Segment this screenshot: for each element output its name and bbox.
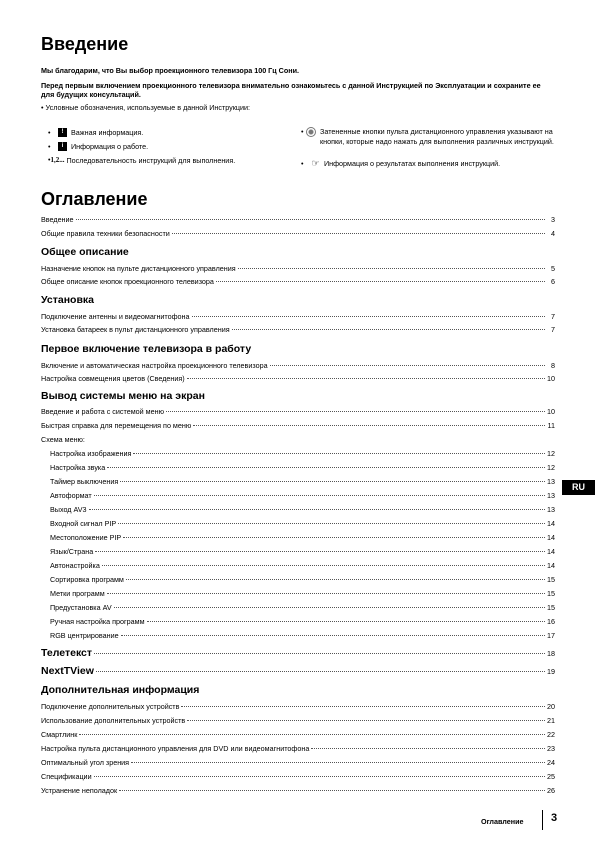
legend-item-sequence: •1,2... Последовательность инструкций для выполнения. (48, 156, 236, 165)
toc-entry[interactable]: Смартлинк 22 (41, 730, 555, 739)
legend-item-buttons: • Затененные кнопки пульта дистанционного управления указывают на кнопки, которые надо нажать для выполнения различных инструкций. (301, 127, 554, 146)
info-icon: i (58, 142, 67, 151)
toc-subentry[interactable]: Метки программ 15 (50, 589, 555, 598)
toc-entry-teletext[interactable]: Телетекст 18 (41, 647, 555, 659)
footer-label: Оглавление (481, 817, 524, 826)
toc-subentry[interactable]: Ручная настройка программ 16 (50, 617, 555, 626)
section-heading: Общее описание (41, 246, 129, 258)
toc-entry[interactable]: Назначение кнопок на пульте дистанционного управления 5 (41, 264, 555, 273)
legend-item-important: • ! Важная информация. (48, 128, 144, 137)
toc-subentry[interactable]: Автонастройка 14 (50, 561, 555, 570)
toc-subentry[interactable]: Автоформат 13 (50, 491, 555, 500)
section-heading: Дополнительная информация (41, 684, 200, 696)
intro-thanks: Мы благодарим, что Вы выбор проекционного телевизора 100 Гц Сони. (41, 66, 300, 75)
toc-title: Оглавление (41, 189, 148, 209)
toc-entry-nexttview[interactable]: NextTView 19 (41, 665, 555, 677)
language-tab: RU (562, 480, 595, 495)
toc-subentry[interactable]: Выход AV3 13 (50, 505, 555, 514)
toc-entry[interactable]: Введение и работа с системой меню 10 (41, 407, 555, 416)
legend-item-info: • i Информация о работе. (48, 142, 149, 151)
toc-subentry[interactable]: Настройка звука 12 (50, 463, 555, 472)
warning-icon: ! (58, 128, 67, 137)
toc-entry[interactable]: Устранение неполадок 26 (41, 786, 555, 795)
toc-entry[interactable]: Настройка совмещения цветов (Сведения) 10 (41, 374, 555, 383)
toc-entry[interactable]: Включение и автоматическая настройка проекционного телевизора 8 (41, 361, 555, 370)
section-heading: Первое включение телевизора в работу (41, 343, 252, 355)
toc-entry[interactable]: Оптимальный угол зрения 24 (41, 758, 555, 767)
toc-entry[interactable]: Подключение дополнительных устройств 20 (41, 702, 555, 711)
toc-entry[interactable]: Общее описание кнопок проекционного телевизора 6 (41, 277, 555, 286)
toc-entry[interactable]: Настройка пульта дистанционного управления для DVD или видеомагнитофона 23 (41, 744, 555, 753)
toc-entry[interactable]: Введение 3 (41, 215, 555, 224)
page-number: 3 (551, 812, 558, 824)
toc-subentry[interactable]: Язык/Страна 14 (50, 547, 555, 556)
toc-subentry[interactable]: Входной сигнал PIP 14 (50, 519, 555, 528)
toc-entry[interactable]: Установка батареек в пульт дистанционного управления 7 (41, 325, 555, 334)
toc-entry[interactable]: Общие правила техники безопасности 4 (41, 229, 555, 238)
toc-subentry[interactable]: Предустановка AV 15 (50, 603, 555, 612)
remote-button-icon (306, 127, 316, 137)
legend-heading: • Условные обозначения, используемые в данной Инструкции: (41, 103, 251, 112)
toc-entry[interactable]: Подключение антенны и видеомагнитофона 7 (41, 312, 555, 321)
intro-title: Введение (41, 34, 129, 54)
toc-subentry[interactable]: Таймер выключения 13 (50, 477, 555, 486)
toc-subentry[interactable]: Сортировка программ 15 (50, 575, 555, 584)
legend-item-result: • ☞ Информация о результатах выполнения инструкций. (301, 158, 501, 168)
section-heading: Вывод системы меню на экран (41, 390, 205, 402)
footer-divider (542, 810, 543, 830)
toc-subentry[interactable]: RGB центрирование 17 (50, 631, 555, 640)
section-heading: Установка (41, 294, 94, 306)
toc-entry[interactable]: Использование дополнительных устройств 21 (41, 716, 555, 725)
toc-subentry[interactable]: Настройка изображения 12 (50, 449, 555, 458)
menu-scheme-label: Схема меню: (41, 435, 85, 444)
hand-result-icon: ☞ (311, 158, 320, 168)
toc-subentry[interactable]: Местоположение PIP 14 (50, 533, 555, 542)
toc-entry[interactable]: Быстрая справка для перемещения по меню 11 (41, 421, 555, 430)
toc-entry[interactable]: Спецификации 25 (41, 772, 555, 781)
sequence-marker: •1,2... (48, 156, 65, 164)
intro-notice: Перед первым включением проекционного телевизора внимательно ознакомьтесь с данной Инструкцией по Эксплуатации и сохраните ее для будущих консультаций. (41, 81, 541, 99)
